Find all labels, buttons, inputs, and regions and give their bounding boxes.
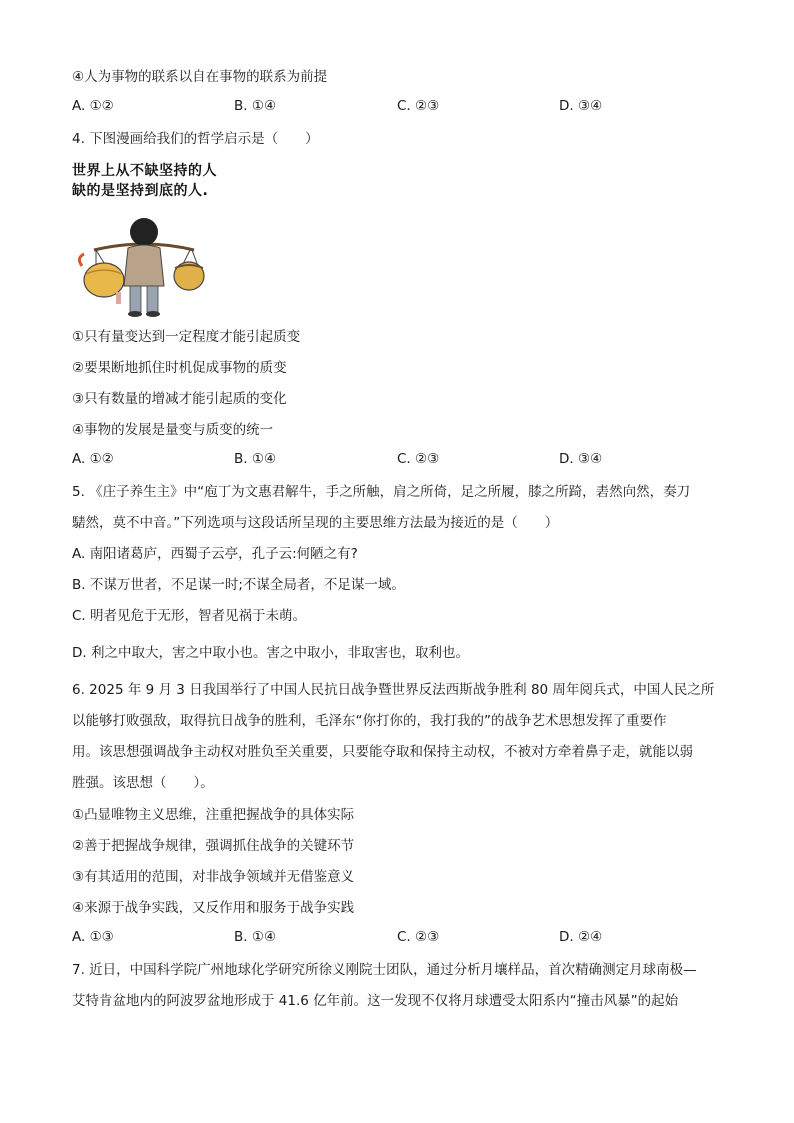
- q4-statement-1: ①只有量变达到一定程度才能引起质变: [72, 329, 301, 345]
- q6-statement-4: ④来源于战争实践，又反作用和服务于战争实践: [72, 900, 355, 916]
- cartoon-caption-1: 世界上从不缺坚持的人: [72, 163, 217, 179]
- option-d: D. ②④: [559, 929, 603, 945]
- question-6-line-4: 胜强。该思想（ ）。: [72, 775, 214, 791]
- question-6-line-1: 6. 2025 年 9 月 3 日我国举行了中国人民抗日战争暨世界反法西斯战争胜利 80 周年阅兵式，中国人民之所: [72, 682, 715, 698]
- q6-statement-2: ②善于把握战争规律，强调抓住战争的关键环节: [72, 838, 355, 854]
- q5-option-b: B. 不谋万世者，不足谋一时;不谋全局者，不足谋一域。: [72, 577, 405, 593]
- option-b: B. ①④: [234, 98, 277, 114]
- question-6-line-2: 以能够打败强敌，取得抗日战争的胜利，毛泽东“你打你的，我打我的”的战争艺术思想发挥了重要作: [72, 713, 667, 729]
- option-c: C. ②③: [397, 929, 440, 945]
- option-b: B. ①④: [234, 929, 277, 945]
- option-a: A. ①②: [72, 98, 114, 114]
- option-a: A. ①②: [72, 451, 114, 467]
- cartoon-caption-2: 缺的是坚持到底的人.: [72, 183, 209, 199]
- q6-statement-1: ①凸显唯物主义思维，注重把握战争的具体实际: [72, 807, 355, 823]
- option-d: D. ③④: [559, 451, 603, 467]
- option-a: A. ①③: [72, 929, 114, 945]
- q6-statement-3: ③有其适用的范围，对非战争领域并无借鉴意义: [72, 869, 355, 885]
- q3-options: [72, 98, 722, 118]
- question-7-line-1: 7. 近日，中国科学院广州地球化学研究所徐义刚院士团队，通过分析月壤样品，首次精确测定月球南极—: [72, 962, 697, 978]
- q4-statement-3: ③只有数量的增减才能引起质的变化: [72, 391, 287, 407]
- option-b: B. ①④: [234, 451, 277, 467]
- cartoon-drawing: [72, 158, 222, 324]
- q5-option-a: A. 南阳诸葛庐，西蜀子云亭，孔子云:何陋之有?: [72, 546, 358, 562]
- question-5-line-2: 騞然，莫不中音。”下列选项与这段话所呈现的主要思维方法最为接近的是（ ）: [72, 515, 559, 531]
- q5-option-c: C. 明者见危于无形，智者见祸于未萌。: [72, 608, 307, 624]
- q4-statement-2: ②要果断地抓住时机促成事物的质变: [72, 360, 287, 376]
- question-6-line-3: 用。该思想强调战争主动权对胜负至关重要，只要能夺取和保持主动权，不被对方牵着鼻子走，就能以弱: [72, 744, 693, 760]
- statement-4: ④人为事物的联系以自在事物的联系为前提: [72, 69, 328, 85]
- question-7-line-2: 艾特肯盆地内的阿波罗盆地形成于 41.6 亿年前。这一发现不仅将月球遭受太阳系内“撞击风暴”的起始: [72, 993, 679, 1009]
- question-4: 4. 下图漫画给我们的哲学启示是（ ）: [72, 131, 319, 147]
- option-d: D. ③④: [559, 98, 603, 114]
- cartoon-image: [72, 158, 222, 324]
- option-c: C. ②③: [397, 98, 440, 114]
- q5-option-d: D. 利之中取大，害之中取小也。害之中取小，非取害也，取利也。: [72, 645, 469, 661]
- question-5-line-1: 5. 《庄子养生主》中“庖丁为文惠君解牛，手之所触，肩之所倚，足之所履，膝之所踦，砉然向然，奏刀: [72, 484, 691, 500]
- q4-options: [72, 451, 722, 471]
- q4-statement-4: ④事物的发展是量变与质变的统一: [72, 422, 274, 438]
- option-c: C. ②③: [397, 451, 440, 467]
- q6-options: [72, 929, 722, 949]
